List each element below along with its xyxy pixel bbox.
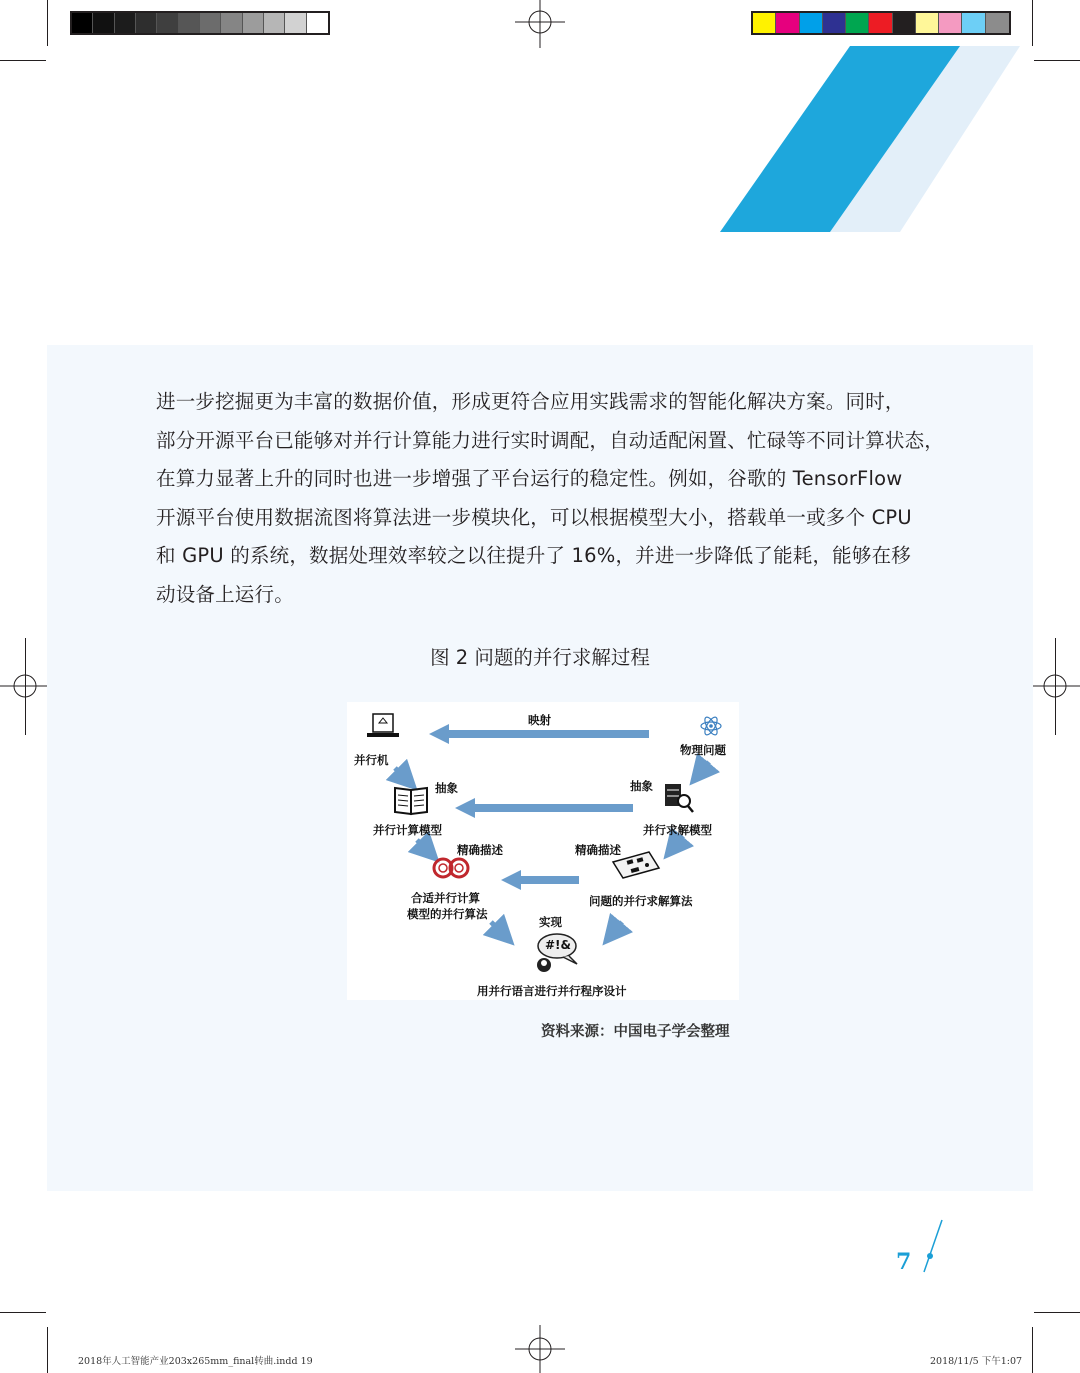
grayscale-color-bar xyxy=(70,11,330,35)
grayscale-swatch xyxy=(285,13,306,33)
label-parallel-solve-model: 并行求解模型 xyxy=(643,823,712,837)
page-number-slash xyxy=(918,1218,946,1274)
computer-icon xyxy=(367,714,399,737)
arrow-machine-to-model xyxy=(395,768,407,780)
page-number: 7 xyxy=(896,1249,912,1275)
label-precise-desc-right: 精确描述 xyxy=(575,843,621,857)
file-name: 2018年人工智能产业203x265mm_final转曲.indd 19 xyxy=(78,1356,313,1367)
label-program-design: 用并行语言进行并行程序设计 xyxy=(477,984,627,998)
label-problem-parallel-algo: 问题的并行求解算法 xyxy=(589,894,693,908)
arrow-algo-to-program xyxy=(491,922,504,935)
label-parallel-machine: 并行机 xyxy=(354,753,389,767)
label-parallel-compute-model: 并行计算模型 xyxy=(373,823,442,837)
process-swatch xyxy=(776,13,799,33)
process-swatch xyxy=(916,13,939,33)
infinity-icon xyxy=(434,859,468,877)
precise-desc-arrow xyxy=(501,870,579,890)
label-physical-problem: 物理问题 xyxy=(680,743,726,757)
process-swatch xyxy=(869,13,892,33)
body-line: 和 GPU 的系统，数据处理效率较之以往提升了 16%，并进一步降低了能耗，能够在移 xyxy=(156,544,911,567)
label-abstract-right: 抽象 xyxy=(630,779,653,793)
process-swatch xyxy=(986,13,1009,33)
print-timestamp: 2018/11/5 下午1:07 xyxy=(930,1356,1023,1367)
body-line: 进一步挖掘更为丰富的数据价值，形成更符合应用实践需求的智能化解决方案。同时， xyxy=(156,390,905,413)
process-color-bar xyxy=(751,11,1011,35)
body-line: 部分开源平台已能够对并行计算能力进行实时调配，自动适配闲置、忙碌等不同计算状态， xyxy=(156,428,945,452)
arrow-problem-algo-to-program xyxy=(612,922,622,934)
registration-mark-top xyxy=(515,0,565,50)
grayscale-swatch xyxy=(221,13,242,33)
process-swatch xyxy=(823,13,846,33)
code-glyph: #!& xyxy=(545,938,571,952)
grayscale-swatch xyxy=(157,13,178,33)
book-icon xyxy=(395,788,427,814)
label-suitable-algo-2: 模型的并行算法 xyxy=(407,907,488,921)
grayscale-swatch xyxy=(72,13,93,33)
process-swatch xyxy=(800,13,823,33)
process-swatch xyxy=(962,13,985,33)
grayscale-swatch xyxy=(243,13,264,33)
abstract-arrow xyxy=(455,798,633,818)
server-search-icon xyxy=(665,784,693,812)
label-implement: 实现 xyxy=(539,915,562,929)
grayscale-swatch xyxy=(200,13,221,33)
atom-icon xyxy=(701,715,721,736)
body-line: 开源平台使用数据流图将算法进一步模块化，可以根据模型大小，搭载单一或多个 CPU xyxy=(156,505,912,529)
grayscale-swatch xyxy=(264,13,285,33)
figure-title: 图 2 问题的并行求解过程 xyxy=(430,646,650,669)
grayscale-swatch xyxy=(307,13,328,33)
process-swatch xyxy=(846,13,869,33)
arrow-physics-to-solve xyxy=(699,762,709,774)
grayscale-swatch xyxy=(179,13,200,33)
figure-source: 资料来源：中国电子学会整理 xyxy=(541,1024,730,1040)
label-suitable-algo-1: 合适并行计算 xyxy=(411,891,480,905)
parallel-solving-diagram xyxy=(347,702,739,1000)
process-swatch xyxy=(893,13,916,33)
label-precise-desc-left: 精确描述 xyxy=(457,843,503,857)
header-decoration xyxy=(710,46,1030,236)
body-line: 在算力显著上升的同时也进一步增强了平台运行的稳定性。例如，谷歌的 TensorFlow xyxy=(156,467,903,490)
body-paragraph xyxy=(156,383,945,614)
registration-mark-bottom xyxy=(515,1323,565,1373)
grayscale-swatch xyxy=(93,13,114,33)
grayscale-swatch xyxy=(136,13,157,33)
grayscale-swatch xyxy=(115,13,136,33)
process-swatch xyxy=(753,13,776,33)
arrow-model-to-algo xyxy=(417,840,429,852)
label-abstract-left: 抽象 xyxy=(435,781,458,795)
process-swatch xyxy=(939,13,962,33)
body-line: 动设备上运行。 xyxy=(156,582,294,606)
label-mapping: 映射 xyxy=(528,713,551,727)
